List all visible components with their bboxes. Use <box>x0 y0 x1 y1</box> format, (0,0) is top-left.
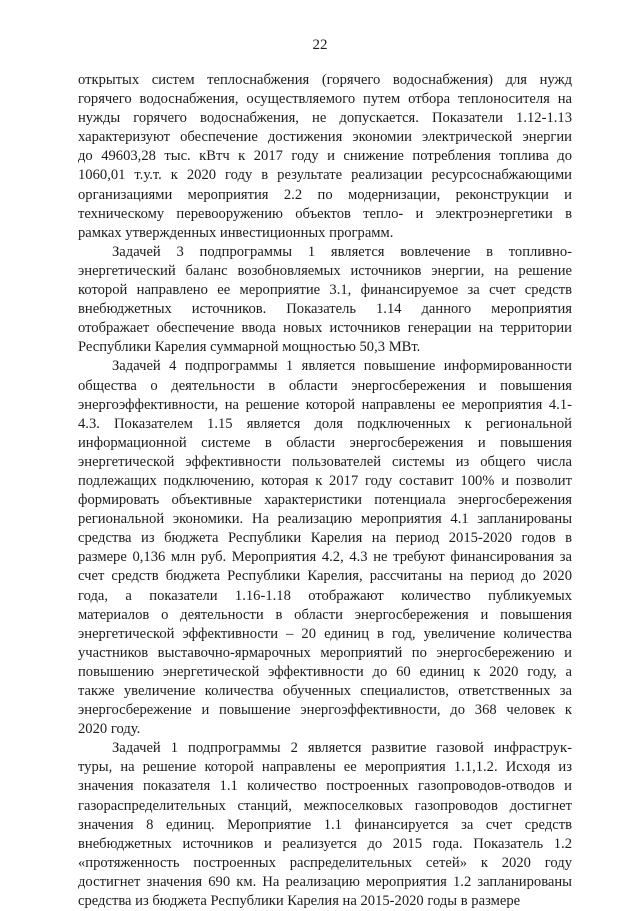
text-line: формировать объективные характеристики потенциала энергосбережения <box>78 492 572 509</box>
text-line: открытых систем теплоснабжения (горячего водоснабжения) для нужд <box>78 72 572 88</box>
text-line: до 49603,28 тыс. кВтч к 2017 году и снижение потребления топлива до <box>78 148 572 165</box>
text-line: 2020 году. <box>78 721 141 738</box>
text-line: Республики Карелия суммарной мощностью 50,3 МВт. <box>78 339 421 356</box>
text-line: значения 8 единиц. Мероприятие 1.1 финансируется за счет средств <box>78 816 572 833</box>
text-line: счет средств бюджета Республики Карелия, рассчитаны на период до 2020 <box>78 568 572 585</box>
text-line: Задачей 3 подпрограммы 1 является вовлечение в топливно- <box>112 243 572 260</box>
text-line: энергосбережение и повышение энергоэффективности, до 368 человек к <box>78 702 572 719</box>
text-line: размере 0,136 млн руб. Мероприятия 4.2, 4.3 не требуют финансирования за <box>78 549 572 566</box>
text-line: внебюджетных источников и реализуется до 2015 года. Показатель 1.2 <box>78 835 572 852</box>
page-number: 22 <box>312 37 328 53</box>
text-line: энергетической эффективности – 20 единиц в год, увеличение количества <box>78 625 572 642</box>
text-line: года, а показатели 1.16-1.18 отображают количество публикуемых <box>78 587 572 604</box>
text-line: 1060,01 т.у.т. к 2020 году в результате реализации ресурсоснабжающими <box>78 167 572 184</box>
text-line: характеризуют обеспечение достижения экономии электрической энергии <box>78 129 572 146</box>
text-line: средства из бюджета Республики Карелия на период 2015-2020 годов в <box>78 530 572 547</box>
text-line: «протяженность построенных распределительных сетей» к 2020 году <box>78 854 572 871</box>
text-line: также увеличение количества обученных специалистов, ответственных за <box>78 683 572 699</box>
text-line: материалов о деятельности в области энергосбережения и повышения <box>78 606 572 623</box>
text-line: горячего водоснабжения, осуществляемого путем отбора теплоносителя на <box>78 91 572 108</box>
text-line: Задачей 4 подпрограммы 1 является повышение информированности <box>112 358 572 375</box>
text-line: техническому перевооружению объектов тепло- и электроэнергетики в <box>78 205 572 222</box>
text-line: нужды горячего водоснабжения, не допускается. Показатели 1.12-1.13 <box>78 110 572 127</box>
text-line: энергетической эффективности пользователей системы из общего числа <box>78 453 572 470</box>
text-line: подлежащих подключению, которая к 2017 году составит 100% и позволит <box>78 472 572 489</box>
text-line: значения показателя 1.1 количество построенных газопроводов-отводов и <box>78 778 572 795</box>
document-body <box>78 71 572 911</box>
body-paragraph <box>78 357 572 739</box>
text-line: энергоэффективности, на решение которой направлены ее мероприятия 4.1- <box>78 396 572 413</box>
text-line: участников выставочно-ярмарочных мероприятий по энергосбережению и <box>78 644 572 661</box>
text-line: информационной системе в области энергосбережения и повышения <box>78 434 572 451</box>
text-line: региональной экономики. На реализацию мероприятия 4.1 запланированы <box>78 511 572 528</box>
text-line: энергетический баланс возобновляемых источников энергии, на решение <box>78 262 572 279</box>
body-paragraph <box>78 71 572 243</box>
text-line: повышению энергетической эффективности до 60 единиц к 2020 году, а <box>78 663 572 680</box>
text-line: 4.3. Показателем 1.15 является доля подключенных к региональной <box>78 415 572 432</box>
text-line: туры, на решение которой направлены ее мероприятия 1.1,1.2. Исходя из <box>78 759 572 776</box>
text-line: внебюджетных источников. Показатель 1.14 данного мероприятия <box>78 301 572 318</box>
text-line: Задачей 1 подпрограммы 2 является развитие газовой инфраструк- <box>112 740 572 757</box>
text-line: рамках утвержденных инвестиционных программ. <box>78 224 394 241</box>
text-line: достигнет значения 690 км. На реализацию мероприятия 1.2 запланированы <box>78 873 572 890</box>
text-line: организациями мероприятия 2.2 по модернизации, реконструкции и <box>78 186 572 203</box>
text-line: отображает обеспечение ввода новых источников генерации на территории <box>78 320 572 337</box>
body-paragraph <box>78 739 572 911</box>
text-line: общества о деятельности в области энергосбережения и повышения <box>78 377 572 394</box>
body-paragraph <box>78 243 572 358</box>
text-line: которой направлено ее мероприятие 3.1, финансируемое за счет средств <box>78 282 572 299</box>
text-line: газораспределительных станций, межпоселковых газопроводов достигнет <box>78 797 572 814</box>
text-line: средства из бюджета Республики Карелия на 2015-2020 годы в размере <box>78 893 521 910</box>
